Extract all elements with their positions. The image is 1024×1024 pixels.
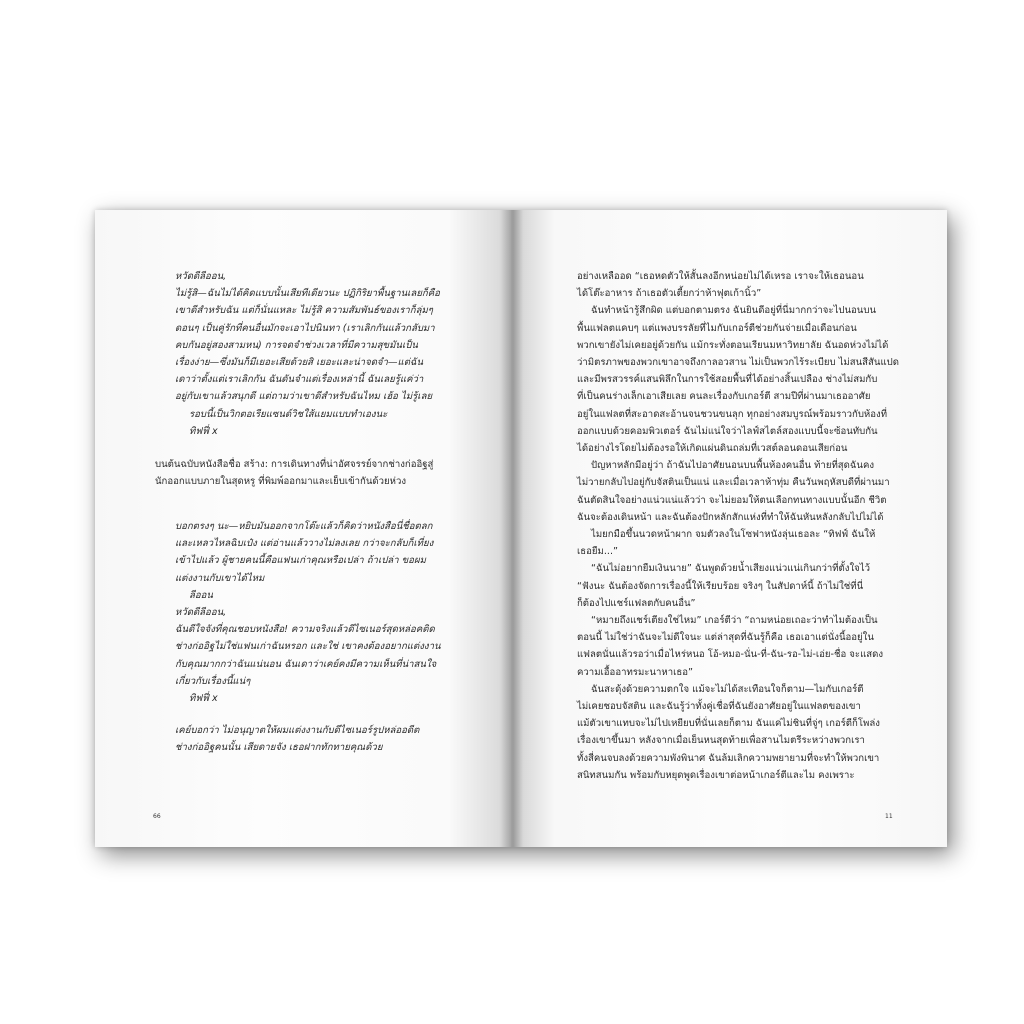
text-line: ช่างก่ออิฐคนนั้น เสียดายจัง เธอฝากทักทายคุณด้วย: [175, 742, 383, 754]
text-line: และมีพรสวรรค์แสนพิลึกในการใช้สอยพื้นที่ได้อย่างสิ้นเปลือง ช่างไม่สมกับ: [577, 374, 878, 386]
text-line: ทั้งสี่คนจบลงด้วยความพังพินาศ ฉันล้มเลิกความพยายามที่จะทำให้พวกเขา: [577, 752, 880, 764]
letter-tiffy-1: [175, 268, 495, 440]
text-line: ว่ามิตรภาพของพวกเขาอาจถึงกาลอวสาน ไม่เป็นพวกไร้ระเบียบ ไม่สนสีสันแปด: [577, 357, 899, 369]
text-line: เคย์บอกว่า ไม่อนุญาตให้ผมแต่งงานกับดีไซเนอร์รูปหล่ออดีต: [175, 725, 420, 736]
text-line: กับคุณมากกว่าฉันแน่นอน ฉันเดาว่าเคย์คงมีความเห็นที่น่าสนใจ: [175, 658, 437, 670]
text-line: หวัดดีลีออน,: [175, 271, 227, 282]
text-line: ช่างก่ออิฐไม่ใช่แฟนเก่าฉันหรอก และใช่ เขาคงต้องอยากแต่งงาน: [175, 641, 441, 653]
page-number: 66: [153, 813, 161, 820]
text-line: บนต้นฉบับหนังสือชื่อ สร้าง: การเดินทางที่น่าอัศจรรย์จากช่างก่ออิฐสู่: [155, 459, 434, 470]
text-line: เข้าไปแล้ว ผู้ชายคนนี้คือแฟนเก่าคุณหรือเปล่า ถ้าเปล่า ขอผม: [175, 555, 426, 567]
signature-line: ทิฟฟี่ x: [189, 425, 218, 437]
text-line: “ฉันไม่อยากยืมเงินนาย” ฉันพูดด้วยน้ำเสียงแน่วแน่เกินกว่าที่ตั้งใจไว้: [591, 563, 870, 575]
text-line: หวัดดีลีออน,: [175, 607, 227, 618]
text-line: ดอนๆ เป็นคู่รักที่คนอื่นมักจะเอาไปนินทา (เราเลิกกันแล้วกลับมา: [175, 322, 435, 334]
text-line: อยู่กับเขาแล้วสนุกดี แต่ถามว่าเขาดีสำหรับฉันไหม เฮ้อ ไม่รู้เลย: [175, 391, 433, 403]
book-gutter: [501, 210, 523, 847]
text-line: ไม่เคยชอบจัสติน และฉันรู้ว่าทั้งคู่เชื่อที่ฉันยังอาศัยอยู่ในแฟลตของเขา: [577, 701, 861, 713]
text-line: แต่งงานกับเขาได้ไหม: [175, 572, 265, 584]
right-page: [511, 210, 947, 847]
text-line: เธอยืม...”: [577, 546, 618, 558]
text-line: พวกเขายังไม่เคยอยู่ด้วยกัน แม้กระทั่งตอนเรียนมหาวิทยาลัย ฉันอดห่วงไม่ได้: [577, 339, 889, 351]
text-line: อยู่ในแฟลตที่สะอาดสะอ้านจนชวนขนลุก ทุกอย่างสมบูรณ์พร้อมราวกับห้องที่: [577, 408, 888, 420]
text-line: ออกแบบด้วยคอมพิวเตอร์ ฉันไม่แน่ใจว่าไลฟ์สไตล์สองแบบนี้จะซ้อนทับกัน: [577, 425, 878, 437]
page-number: 11: [885, 813, 893, 820]
text-line: รอบนี้เป็นวิกตอเรียแซนด์วิชใส้แยมแบบทำเองนะ: [189, 408, 388, 420]
text-line: ฉันทำหน้ารู้สึกผิด แต่บอกตามตรง ฉันยินดีอยู่ที่นี่มากกว่าจะไปนอนบน: [591, 305, 877, 317]
text-line: ความเอื้ออาทรมะนาหาเธอ”: [577, 666, 693, 678]
text-line: ฉันสะดุ้งด้วยความตกใจ แม้จะไม่ได้สะเทือนใจก็ตาม—ไมกับเกอร์ตี: [591, 683, 864, 695]
body-text: [577, 268, 917, 784]
text-line: อย่างเหลืออด “เธอหดตัวให้สั้นลงอีกหน่อยไม่ได้เหรอ เราจะให้เธอนอน: [577, 271, 864, 282]
text-line: ก็ต้องไปแชร์แฟลตกับคนอื่น”: [577, 597, 696, 609]
open-book: [95, 210, 947, 847]
text-line: ที่เป็นคนร่างเล็กเอาเสียเลย คนละเรื่องกับเกอร์ตี สามปีที่ผ่านมาเธออาศัย: [577, 391, 871, 403]
text-line: บอกตรงๆ นะ—หยิบมันออกจากโต๊ะแล้วก็คิดว่าหนังสือนี่ชื่อตลก: [175, 521, 433, 532]
text-line: เดาว่าตั้งแต่เราเลิกกัน ฉันดันจำแต่เรื่องเหล่านี้ ฉันเลยรู้แค่ว่า: [175, 374, 424, 386]
left-page: [95, 210, 511, 847]
text-line: และเหลวไหลฉิบเป๋ง แต่อ่านแล้ววางไม่ลงเลย กว่าจะกลับก็เที่ยง: [175, 538, 434, 550]
letter-tiffy-2: [175, 604, 495, 707]
letter-leon-2: [175, 722, 495, 756]
text-line: ฉันจะต้องเดินหน้า และฉันต้องปักหลักสักแห่งที่ทำให้ฉันหันหลังกลับไปไม่ได้: [577, 511, 884, 523]
text-line: คบกันอยู่สองสามหน) การจดจำช่วงเวลาที่มีความสุขมันเป็น: [175, 339, 418, 351]
text-line: เรื่องง่าย—ซึ่งมันก็มีเยอะเสียด้วยสิ เยอะและน่าจดจำ—แต่ฉัน: [175, 357, 424, 369]
text-line: ไม่วายกลับไปอยู่กับจัสตินเป็นแน่ และเมื่อเวลาห้าทุ่ม คืนวันพฤหัสบดีที่ผ่านมา: [577, 477, 890, 489]
text-line: นักออกแบบภายในสุดหรู ที่พิมพ์ออกมาและเย็บเข้ากันด้วยห่วง: [155, 476, 407, 488]
text-line: พื้นแฟลตแคบๆ แต่แพงบรรลัยที่ไมกับเกอร์ตีช่วยกันจ่ายเมื่อเดือนก่อน: [577, 322, 857, 334]
text-line: “หมายถึงแชร์เตียงใช่ไหม” เกอร์ตีว่า “ถามหน่อยเถอะว่าทำไมต้องเป็น: [591, 615, 878, 627]
text-line: เกี่ยวกับเรื่องนี้แน่ๆ: [175, 675, 251, 687]
text-line: สนิทสนมกัน พร้อมกับหยุดพูดเรื่องเขาต่อหน้าเกอร์ตีและไม คงเพราะ: [577, 769, 855, 781]
signature-line: ทิฟฟี่ x: [189, 693, 218, 705]
text-line: ไม่รู้สิ—ฉันไม่ได้คิดแบบนั้นเสียทีเดียวนะ ปฏิกิริยาพื้นฐานเลยก็คือ: [175, 288, 440, 300]
text-line: “ฟังนะ ฉันต้องจัดการเรื่องนี้ให้เรียบร้อย จริงๆ ในสัปดาห์นี้ ถ้าไม่ใช่ที่นี่: [577, 580, 864, 592]
note-leon: [175, 518, 495, 604]
text-line: ฉันตัดสินใจอย่างแน่วแน่แล้วว่า จะไม่ยอมให้ตนเลือกทนทางแบบนั้นอีก ชีวิต: [577, 494, 887, 506]
narration: [155, 456, 495, 490]
text-line: ปัญหาหลักมีอยู่ว่า ถ้าฉันไปอาศัยนอนบนพื้นห้องคนอื่น ท้ายที่สุดฉันคง: [591, 460, 875, 472]
text-line: แม้ตัวเขาแทบจะไม่ไปเหยียบที่นั่นเลยก็ตาม ฉันแค่ไม่ชินที่จู่ๆ เกอร์ตีก็โพล่ง: [577, 718, 880, 730]
text-line: แฟลตนั่นแล้วรอว่าเมื่อไหร่หนอ โอ้-หมอ-นั่น-ที่-ฉัน-รอ-ไม่-เอ่ย-ชื่อ จะแสดง: [577, 649, 884, 661]
text-line: ฉันดีใจจังที่คุณชอบหนังสือ! ความจริงแล้วดีไซเนอร์สุดหล่อคติด: [175, 624, 435, 636]
text-line: ได้อย่างไรโดยไม่ต้องรอให้เกิดแผ่นดินถล่มที่เวสต์ลอนดอนเสียก่อน: [577, 443, 848, 455]
text-line: เรื่องเขาขึ้นมา หลังจากเมื่อเย็นหนสุดท้ายเพื่อสานไมตรีระหว่างพวกเรา: [577, 735, 865, 747]
text-line: ไมยกมือขึ้นนวดหน้าผาก จมตัวลงในโซฟาหนังลุ่นเธอละ “ทิฟฟ์ ฉันให้: [591, 529, 876, 541]
text-line: เขาดีสำหรับฉัน แต่ก็นั่นแหละ ไม่รู้สิ ความสัมพันธ์ของเราก็ลุ่มๆ: [175, 305, 433, 317]
text-line: ได้โต๊ะอาหาร ถ้าเธอตัวเตี้ยกว่าห้าฟุตเก้านิ้ว”: [577, 288, 762, 300]
text-line: ตอนนี้ ไม่ใช่ว่าฉันจะไม่ดีใจนะ แต่ล่าสุดที่ฉันรู้ก็คือ เธอเอาแต่นั่งนี้ออยู่ใน: [577, 632, 874, 644]
signature-line: ลีออน: [189, 589, 213, 601]
